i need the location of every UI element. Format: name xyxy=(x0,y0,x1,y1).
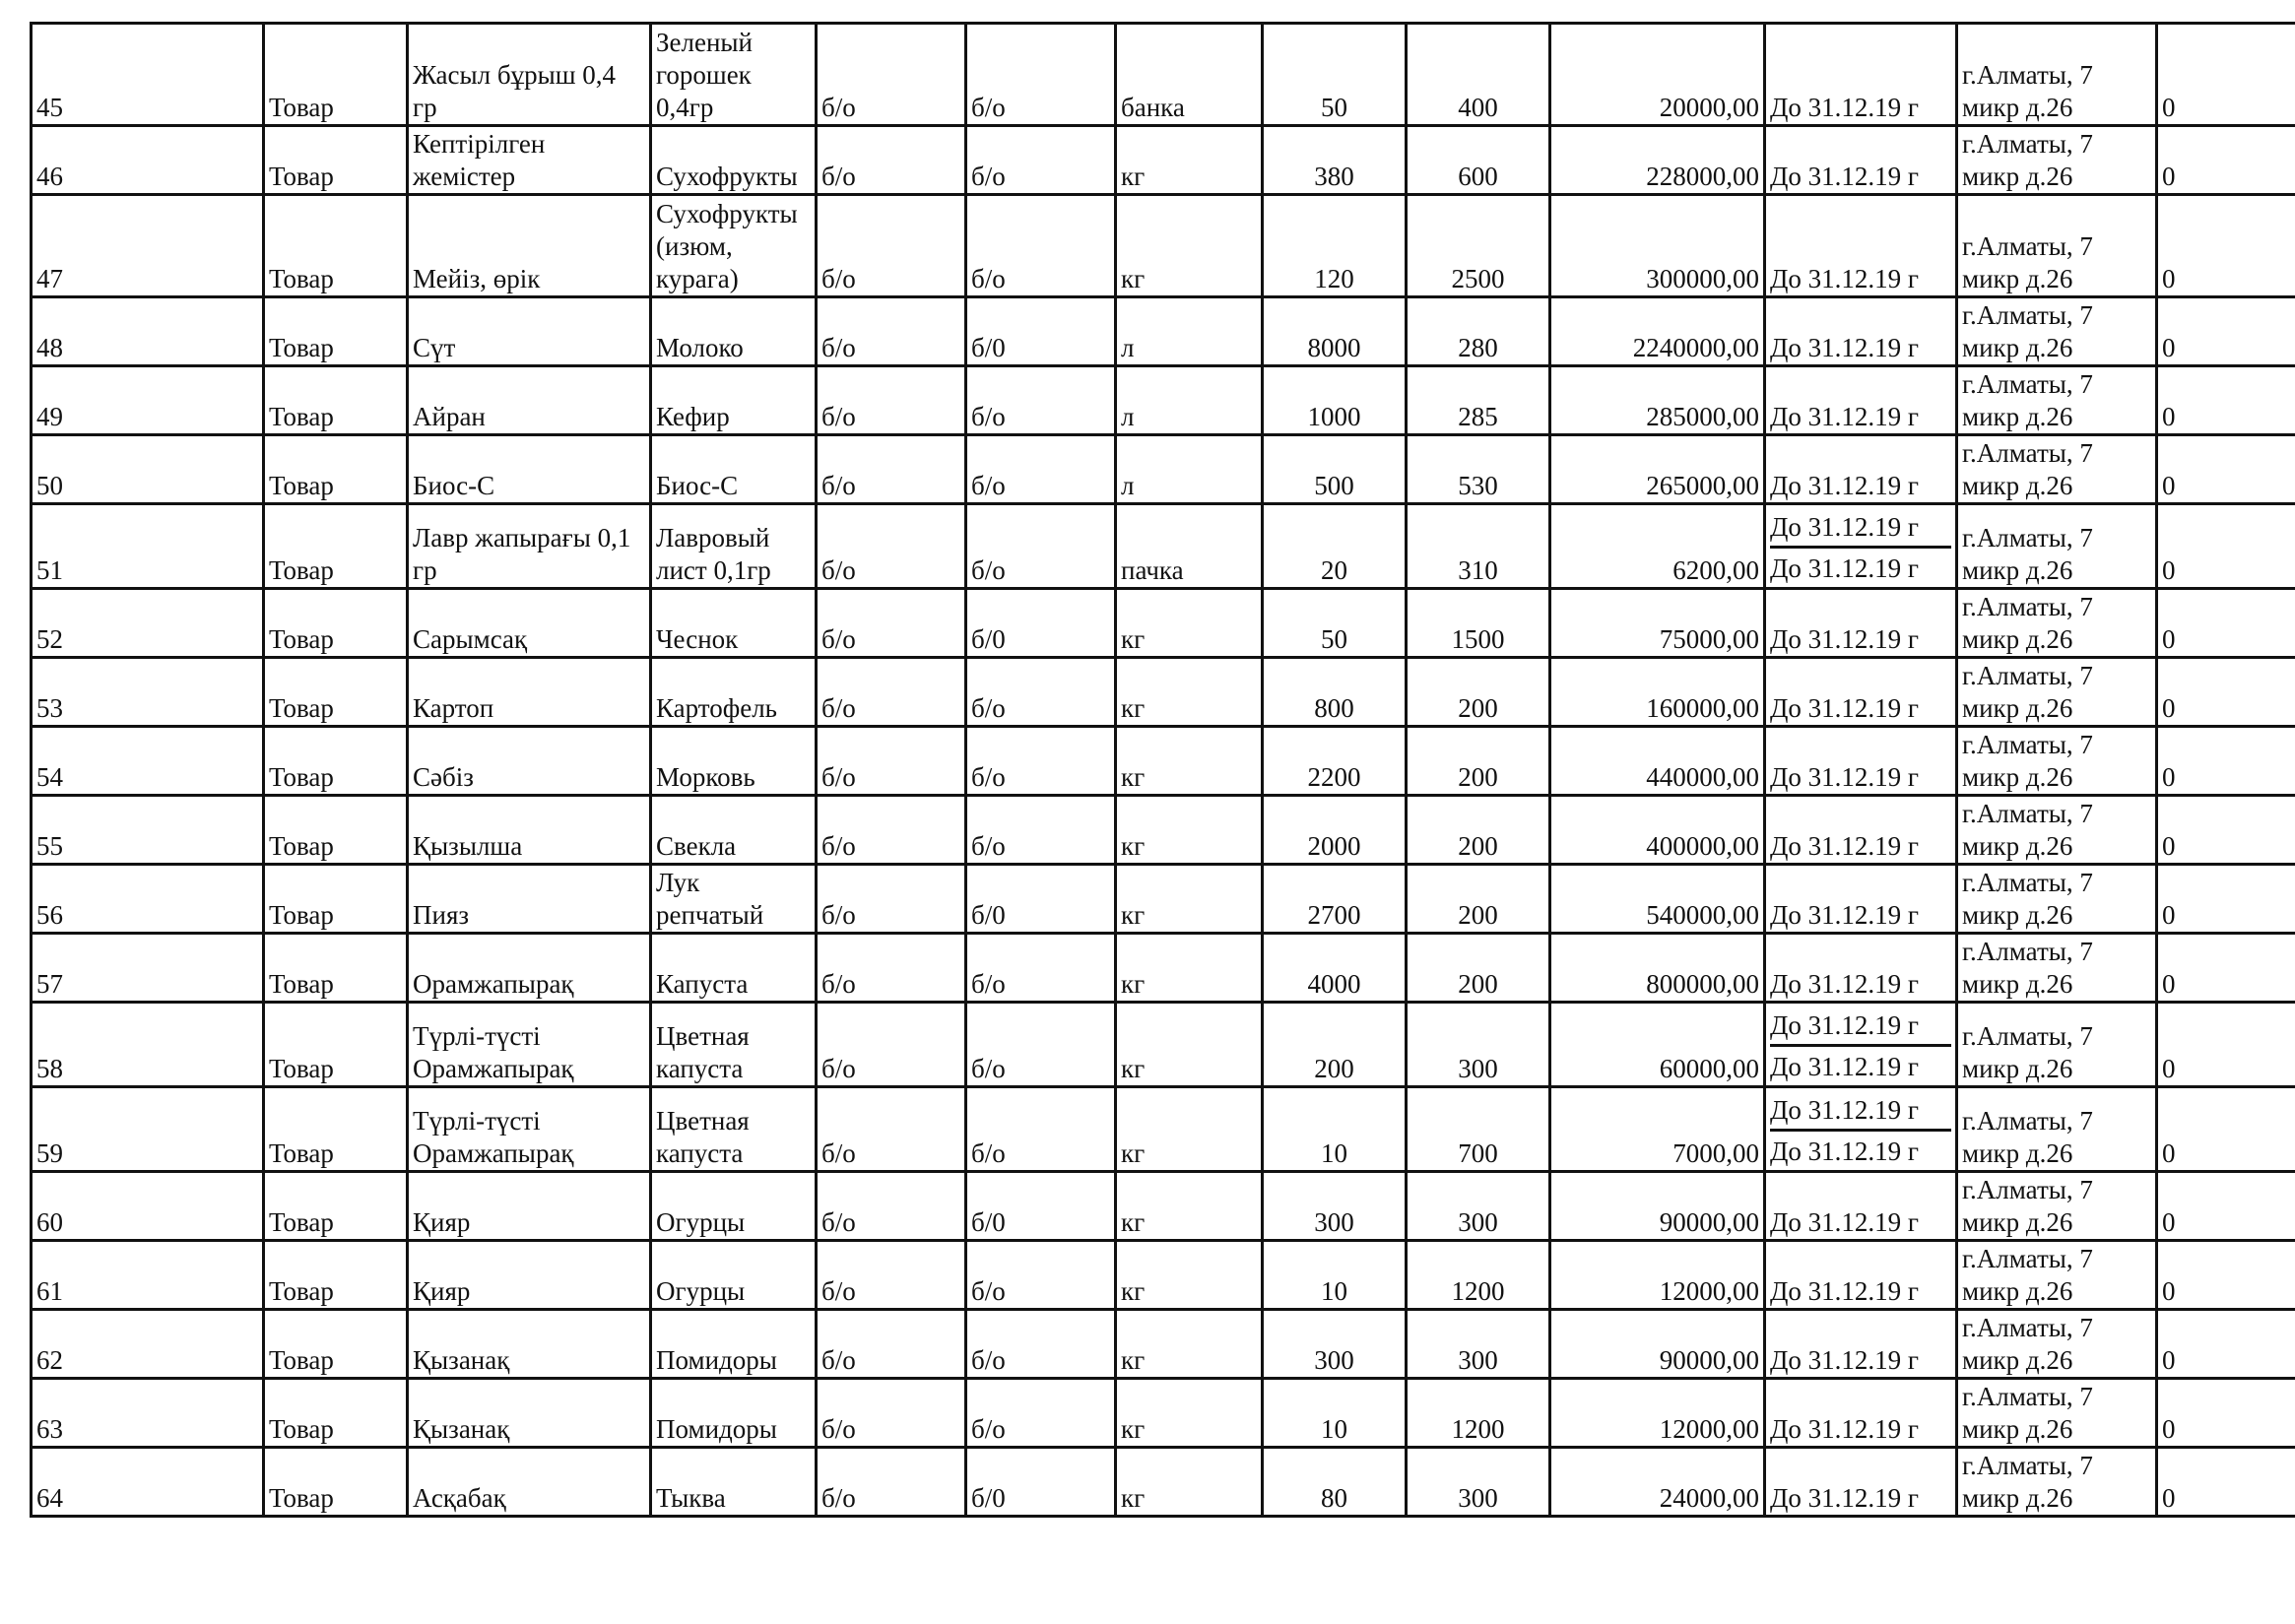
spec-cell: б/о xyxy=(817,126,966,195)
quantity: 380 xyxy=(1263,126,1407,195)
total-sum: 540000,00 xyxy=(1550,865,1765,934)
total-sum: 24000,00 xyxy=(1550,1448,1765,1517)
delivery-term: До 31.12.19 г xyxy=(1765,796,1957,865)
quantity: 300 xyxy=(1263,1310,1407,1379)
delivery-address: г.Алматы, 7 микр д.26 xyxy=(1957,589,2157,658)
name-russian: Кефир xyxy=(651,366,817,435)
delivery-address: г.Алматы, 7 микр д.26 xyxy=(1957,1172,2157,1241)
unit-price: 280 xyxy=(1407,297,1550,366)
last-value: 0 xyxy=(2157,796,2295,865)
spec-cell-2: б/о xyxy=(966,435,1116,504)
name-kazakh: Картоп xyxy=(408,658,651,727)
delivery-address: г.Алматы, 7 микр д.26 xyxy=(1957,504,2157,589)
item-type: Товар xyxy=(264,366,408,435)
delivery-term: До 31.12.19 г xyxy=(1765,1310,1957,1379)
table-row xyxy=(32,934,2295,1003)
item-type: Товар xyxy=(264,589,408,658)
unit-price: 400 xyxy=(1407,24,1550,126)
row-number: 56 xyxy=(32,865,264,934)
delivery-term-line: До 31.12.19 г xyxy=(1770,511,1951,549)
item-type: Товар xyxy=(264,865,408,934)
spec-cell: б/о xyxy=(817,1241,966,1310)
spec-cell: б/о xyxy=(817,796,966,865)
row-number: 64 xyxy=(32,1448,264,1517)
table-row xyxy=(32,1241,2295,1310)
unit-of-measure: банка xyxy=(1116,24,1263,126)
name-russian: Огурцы xyxy=(651,1241,817,1310)
item-type: Товар xyxy=(264,435,408,504)
row-number: 45 xyxy=(32,24,264,126)
delivery-term-line: До 31.12.19 г xyxy=(1770,553,1919,583)
unit-price: 300 xyxy=(1407,1003,1550,1087)
spec-cell-2: б/о xyxy=(966,727,1116,796)
unit-price: 2500 xyxy=(1407,195,1550,297)
row-number: 54 xyxy=(32,727,264,796)
spec-cell: б/о xyxy=(817,24,966,126)
item-type: Товар xyxy=(264,24,408,126)
spec-cell-2: б/0 xyxy=(966,1448,1116,1517)
delivery-term: До 31.12.19 г xyxy=(1765,1448,1957,1517)
table-row xyxy=(32,24,2295,126)
spec-cell-2: б/о xyxy=(966,1310,1116,1379)
procurement-table xyxy=(30,22,2295,1518)
last-value: 0 xyxy=(2157,297,2295,366)
item-type: Товар xyxy=(264,727,408,796)
quantity: 2700 xyxy=(1263,865,1407,934)
delivery-term: До 31.12.19 г xyxy=(1765,195,1957,297)
item-type: Товар xyxy=(264,1379,408,1448)
last-value: 0 xyxy=(2157,195,2295,297)
unit-of-measure: кг xyxy=(1116,126,1263,195)
spec-cell: б/о xyxy=(817,504,966,589)
spec-cell-2: б/о xyxy=(966,24,1116,126)
name-russian: Помидоры xyxy=(651,1310,817,1379)
name-kazakh: Жасыл бұрыш 0,4 гр xyxy=(408,24,651,126)
item-type: Товар xyxy=(264,1241,408,1310)
name-kazakh: Сүт xyxy=(408,297,651,366)
spec-cell: б/о xyxy=(817,195,966,297)
table-body xyxy=(32,24,2295,1517)
total-sum: 160000,00 xyxy=(1550,658,1765,727)
total-sum: 6200,00 xyxy=(1550,504,1765,589)
spec-cell: б/о xyxy=(817,934,966,1003)
delivery-address: г.Алматы, 7 микр д.26 xyxy=(1957,435,2157,504)
delivery-term-line: До 31.12.19 г xyxy=(1770,1052,1919,1081)
name-kazakh: Биос-С xyxy=(408,435,651,504)
total-sum: 90000,00 xyxy=(1550,1310,1765,1379)
table-row xyxy=(32,1087,2295,1172)
name-russian: Цветная капуста xyxy=(651,1003,817,1087)
unit-price: 1200 xyxy=(1407,1241,1550,1310)
unit-of-measure: кг xyxy=(1116,1003,1263,1087)
delivery-term: До 31.12.19 г xyxy=(1765,126,1957,195)
spec-cell-2: б/о xyxy=(966,366,1116,435)
unit-price: 1200 xyxy=(1407,1379,1550,1448)
last-value: 0 xyxy=(2157,1172,2295,1241)
quantity: 50 xyxy=(1263,589,1407,658)
table-row xyxy=(32,195,2295,297)
spec-cell-2: б/о xyxy=(966,1003,1116,1087)
spec-cell: б/о xyxy=(817,1379,966,1448)
unit-of-measure: кг xyxy=(1116,195,1263,297)
name-russian: Капуста xyxy=(651,934,817,1003)
spec-cell: б/о xyxy=(817,1310,966,1379)
item-type: Товар xyxy=(264,195,408,297)
row-number: 61 xyxy=(32,1241,264,1310)
spec-cell-2: б/о xyxy=(966,195,1116,297)
total-sum: 20000,00 xyxy=(1550,24,1765,126)
name-russian: Биос-С xyxy=(651,435,817,504)
delivery-term: До 31.12.19 г xyxy=(1765,24,1957,126)
table-row xyxy=(32,435,2295,504)
quantity: 80 xyxy=(1263,1448,1407,1517)
total-sum: 300000,00 xyxy=(1550,195,1765,297)
delivery-term: До 31.12.19 г xyxy=(1765,865,1957,934)
unit-of-measure: кг xyxy=(1116,1310,1263,1379)
item-type: Товар xyxy=(264,297,408,366)
unit-price: 600 xyxy=(1407,126,1550,195)
item-type: Товар xyxy=(264,796,408,865)
name-kazakh: Қызылша xyxy=(408,796,651,865)
name-kazakh: Айран xyxy=(408,366,651,435)
item-type: Товар xyxy=(264,1310,408,1379)
delivery-address: г.Алматы, 7 микр д.26 xyxy=(1957,24,2157,126)
quantity: 10 xyxy=(1263,1379,1407,1448)
delivery-address: г.Алматы, 7 микр д.26 xyxy=(1957,796,2157,865)
last-value: 0 xyxy=(2157,126,2295,195)
delivery-term: До 31.12.19 г xyxy=(1765,589,1957,658)
name-russian: Морковь xyxy=(651,727,817,796)
unit-of-measure: кг xyxy=(1116,658,1263,727)
delivery-address: г.Алматы, 7 микр д.26 xyxy=(1957,1003,2157,1087)
delivery-term xyxy=(1765,1003,1957,1087)
item-type: Товар xyxy=(264,1087,408,1172)
delivery-address: г.Алматы, 7 микр д.26 xyxy=(1957,1241,2157,1310)
delivery-term: До 31.12.19 г xyxy=(1765,297,1957,366)
total-sum: 12000,00 xyxy=(1550,1379,1765,1448)
quantity: 200 xyxy=(1263,1003,1407,1087)
unit-of-measure: кг xyxy=(1116,727,1263,796)
total-sum: 7000,00 xyxy=(1550,1087,1765,1172)
name-russian: Свекла xyxy=(651,796,817,865)
name-kazakh: Асқабақ xyxy=(408,1448,651,1517)
unit-price: 530 xyxy=(1407,435,1550,504)
total-sum: 400000,00 xyxy=(1550,796,1765,865)
spec-cell-2: б/о xyxy=(966,1087,1116,1172)
table-row xyxy=(32,658,2295,727)
table-row xyxy=(32,1379,2295,1448)
item-type: Товар xyxy=(264,1448,408,1517)
table-row xyxy=(32,796,2295,865)
unit-of-measure: кг xyxy=(1116,1241,1263,1310)
spec-cell: б/о xyxy=(817,865,966,934)
item-type: Товар xyxy=(264,1003,408,1087)
unit-price: 200 xyxy=(1407,934,1550,1003)
row-number: 50 xyxy=(32,435,264,504)
unit-price: 300 xyxy=(1407,1448,1550,1517)
spec-cell-2: б/о xyxy=(966,1379,1116,1448)
item-type: Товар xyxy=(264,1172,408,1241)
name-russian: Сухофрукты (изюм, курага) xyxy=(651,195,817,297)
total-sum: 60000,00 xyxy=(1550,1003,1765,1087)
name-kazakh: Түрлі-түсті Орамжапырақ xyxy=(408,1003,651,1087)
name-russian: Сухофрукты xyxy=(651,126,817,195)
name-russian: Помидоры xyxy=(651,1379,817,1448)
name-kazakh: Лавр жапырағы 0,1 гр xyxy=(408,504,651,589)
quantity: 300 xyxy=(1263,1172,1407,1241)
table-row xyxy=(32,727,2295,796)
delivery-term-line: До 31.12.19 г xyxy=(1770,1094,1951,1132)
delivery-address: г.Алматы, 7 микр д.26 xyxy=(1957,1087,2157,1172)
delivery-term: До 31.12.19 г xyxy=(1765,658,1957,727)
delivery-address: г.Алматы, 7 микр д.26 xyxy=(1957,934,2157,1003)
table-row xyxy=(32,366,2295,435)
table-row xyxy=(32,1003,2295,1087)
unit-of-measure: пачка xyxy=(1116,504,1263,589)
last-value: 0 xyxy=(2157,1003,2295,1087)
name-russian: Лук репчатый xyxy=(651,865,817,934)
name-kazakh: Сәбіз xyxy=(408,727,651,796)
spec-cell-2: б/0 xyxy=(966,1172,1116,1241)
name-russian: Огурцы xyxy=(651,1172,817,1241)
row-number: 47 xyxy=(32,195,264,297)
name-russian: Молоко xyxy=(651,297,817,366)
table-row xyxy=(32,126,2295,195)
last-value: 0 xyxy=(2157,865,2295,934)
last-value: 0 xyxy=(2157,727,2295,796)
delivery-term: До 31.12.19 г xyxy=(1765,366,1957,435)
name-russian: Цветная капуста xyxy=(651,1087,817,1172)
unit-price: 1500 xyxy=(1407,589,1550,658)
spec-cell-2: б/о xyxy=(966,126,1116,195)
name-kazakh: Түрлі-түсті Орамжапырақ xyxy=(408,1087,651,1172)
delivery-address: г.Алматы, 7 микр д.26 xyxy=(1957,126,2157,195)
table-row xyxy=(32,1448,2295,1517)
quantity: 50 xyxy=(1263,24,1407,126)
name-russian: Тыква xyxy=(651,1448,817,1517)
delivery-term: До 31.12.19 г xyxy=(1765,1241,1957,1310)
delivery-address: г.Алматы, 7 микр д.26 xyxy=(1957,297,2157,366)
delivery-term xyxy=(1765,1087,1957,1172)
delivery-address: г.Алматы, 7 микр д.26 xyxy=(1957,1379,2157,1448)
row-number: 62 xyxy=(32,1310,264,1379)
total-sum: 285000,00 xyxy=(1550,366,1765,435)
total-sum: 265000,00 xyxy=(1550,435,1765,504)
unit-price: 200 xyxy=(1407,865,1550,934)
unit-of-measure: л xyxy=(1116,297,1263,366)
row-number: 59 xyxy=(32,1087,264,1172)
name-kazakh: Мейіз, өрік xyxy=(408,195,651,297)
name-kazakh: Пияз xyxy=(408,865,651,934)
spec-cell: б/о xyxy=(817,366,966,435)
spec-cell-2: б/0 xyxy=(966,297,1116,366)
unit-price: 200 xyxy=(1407,727,1550,796)
spec-cell-2: б/о xyxy=(966,796,1116,865)
row-number: 49 xyxy=(32,366,264,435)
quantity: 2200 xyxy=(1263,727,1407,796)
delivery-address: г.Алматы, 7 микр д.26 xyxy=(1957,195,2157,297)
delivery-address: г.Алматы, 7 микр д.26 xyxy=(1957,727,2157,796)
quantity: 20 xyxy=(1263,504,1407,589)
spec-cell: б/о xyxy=(817,589,966,658)
name-russian: Чеснок xyxy=(651,589,817,658)
unit-price: 310 xyxy=(1407,504,1550,589)
unit-price: 300 xyxy=(1407,1172,1550,1241)
unit-of-measure: кг xyxy=(1116,796,1263,865)
name-russian: Картофель xyxy=(651,658,817,727)
unit-of-measure: кг xyxy=(1116,1448,1263,1517)
delivery-address: г.Алматы, 7 микр д.26 xyxy=(1957,865,2157,934)
quantity: 120 xyxy=(1263,195,1407,297)
row-number: 53 xyxy=(32,658,264,727)
quantity: 800 xyxy=(1263,658,1407,727)
table-row xyxy=(32,1172,2295,1241)
row-number: 48 xyxy=(32,297,264,366)
delivery-term: До 31.12.19 г xyxy=(1765,934,1957,1003)
spec-cell-2: б/0 xyxy=(966,589,1116,658)
unit-price: 200 xyxy=(1407,658,1550,727)
spec-cell-2: б/0 xyxy=(966,865,1116,934)
delivery-term: До 31.12.19 г xyxy=(1765,435,1957,504)
spec-cell: б/о xyxy=(817,727,966,796)
unit-of-measure: л xyxy=(1116,366,1263,435)
last-value: 0 xyxy=(2157,589,2295,658)
item-type: Товар xyxy=(264,126,408,195)
delivery-term: До 31.12.19 г xyxy=(1765,1379,1957,1448)
spec-cell-2: б/о xyxy=(966,504,1116,589)
unit-of-measure: кг xyxy=(1116,1087,1263,1172)
spec-cell: б/о xyxy=(817,1087,966,1172)
unit-of-measure: кг xyxy=(1116,589,1263,658)
last-value: 0 xyxy=(2157,934,2295,1003)
spec-cell: б/о xyxy=(817,1172,966,1241)
delivery-term-line: До 31.12.19 г xyxy=(1770,1009,1951,1047)
unit-price: 700 xyxy=(1407,1087,1550,1172)
spec-cell-2: б/о xyxy=(966,658,1116,727)
table-row xyxy=(32,589,2295,658)
table-row xyxy=(32,297,2295,366)
quantity: 4000 xyxy=(1263,934,1407,1003)
name-kazakh: Сарымсақ xyxy=(408,589,651,658)
unit-price: 300 xyxy=(1407,1310,1550,1379)
total-sum: 75000,00 xyxy=(1550,589,1765,658)
name-kazakh: Орамжапырақ xyxy=(408,934,651,1003)
last-value: 0 xyxy=(2157,24,2295,126)
row-number: 58 xyxy=(32,1003,264,1087)
row-number: 46 xyxy=(32,126,264,195)
name-kazakh: Қияр xyxy=(408,1172,651,1241)
spec-cell: б/о xyxy=(817,1003,966,1087)
total-sum: 440000,00 xyxy=(1550,727,1765,796)
quantity: 1000 xyxy=(1263,366,1407,435)
procurement-table-sheet xyxy=(30,22,2295,1518)
total-sum: 12000,00 xyxy=(1550,1241,1765,1310)
total-sum: 90000,00 xyxy=(1550,1172,1765,1241)
last-value: 0 xyxy=(2157,1241,2295,1310)
last-value: 0 xyxy=(2157,1087,2295,1172)
unit-of-measure: кг xyxy=(1116,1172,1263,1241)
unit-price: 285 xyxy=(1407,366,1550,435)
quantity: 10 xyxy=(1263,1241,1407,1310)
unit-price: 200 xyxy=(1407,796,1550,865)
row-number: 52 xyxy=(32,589,264,658)
unit-of-measure: л xyxy=(1116,435,1263,504)
name-kazakh: Кептірілген жемістер xyxy=(408,126,651,195)
spec-cell: б/о xyxy=(817,658,966,727)
last-value: 0 xyxy=(2157,1379,2295,1448)
spec-cell: б/о xyxy=(817,297,966,366)
row-number: 55 xyxy=(32,796,264,865)
delivery-term-line: До 31.12.19 г xyxy=(1770,1137,1919,1166)
delivery-address: г.Алматы, 7 микр д.26 xyxy=(1957,366,2157,435)
quantity: 10 xyxy=(1263,1087,1407,1172)
row-number: 57 xyxy=(32,934,264,1003)
table-row xyxy=(32,865,2295,934)
unit-of-measure: кг xyxy=(1116,865,1263,934)
delivery-term: До 31.12.19 г xyxy=(1765,1172,1957,1241)
name-russian: Зеленый горошек 0,4гр xyxy=(651,24,817,126)
last-value: 0 xyxy=(2157,1448,2295,1517)
row-number: 51 xyxy=(32,504,264,589)
delivery-term xyxy=(1765,504,1957,589)
row-number: 63 xyxy=(32,1379,264,1448)
row-number: 60 xyxy=(32,1172,264,1241)
table-row xyxy=(32,504,2295,589)
unit-of-measure: кг xyxy=(1116,934,1263,1003)
total-sum: 800000,00 xyxy=(1550,934,1765,1003)
name-russian: Лавровый лист 0,1гр xyxy=(651,504,817,589)
delivery-term: До 31.12.19 г xyxy=(1765,727,1957,796)
name-kazakh: Қияр xyxy=(408,1241,651,1310)
delivery-address: г.Алматы, 7 микр д.26 xyxy=(1957,658,2157,727)
unit-of-measure: кг xyxy=(1116,1379,1263,1448)
spec-cell-2: б/о xyxy=(966,1241,1116,1310)
name-kazakh: Қызанақ xyxy=(408,1379,651,1448)
delivery-address: г.Алматы, 7 микр д.26 xyxy=(1957,1448,2157,1517)
spec-cell: б/о xyxy=(817,1448,966,1517)
spec-cell-2: б/о xyxy=(966,934,1116,1003)
quantity: 8000 xyxy=(1263,297,1407,366)
name-kazakh: Қызанақ xyxy=(408,1310,651,1379)
last-value: 0 xyxy=(2157,658,2295,727)
last-value: 0 xyxy=(2157,435,2295,504)
total-sum: 2240000,00 xyxy=(1550,297,1765,366)
delivery-address: г.Алматы, 7 микр д.26 xyxy=(1957,1310,2157,1379)
last-value: 0 xyxy=(2157,366,2295,435)
spec-cell: б/о xyxy=(817,435,966,504)
item-type: Товар xyxy=(264,934,408,1003)
item-type: Товар xyxy=(264,504,408,589)
last-value: 0 xyxy=(2157,504,2295,589)
total-sum: 228000,00 xyxy=(1550,126,1765,195)
quantity: 500 xyxy=(1263,435,1407,504)
table-row xyxy=(32,1310,2295,1379)
item-type: Товар xyxy=(264,658,408,727)
quantity: 2000 xyxy=(1263,796,1407,865)
last-value: 0 xyxy=(2157,1310,2295,1379)
